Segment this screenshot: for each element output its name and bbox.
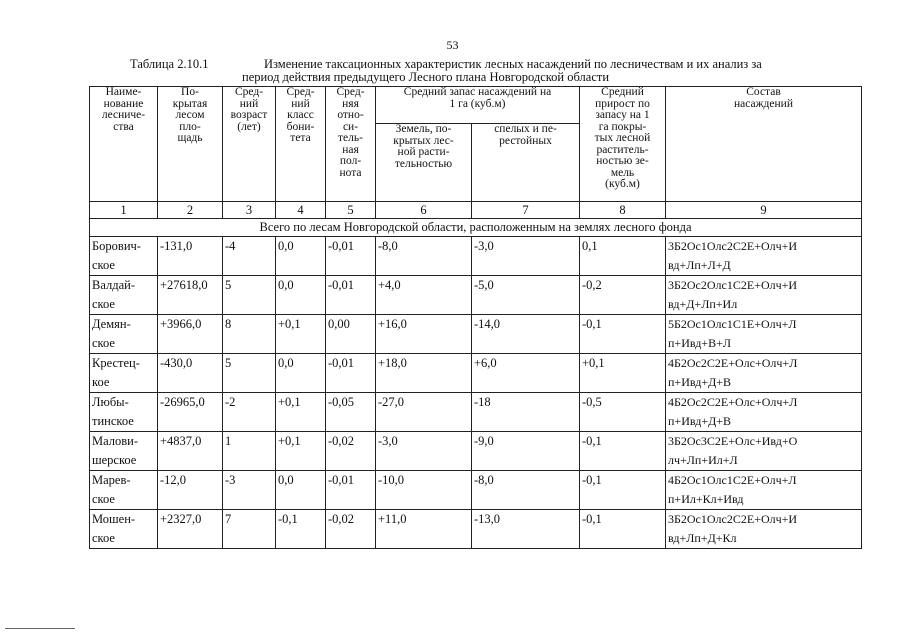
cell-bonitet: +0,1 bbox=[276, 315, 326, 354]
cell-bonitet: +0,1 bbox=[276, 393, 326, 432]
cell-stock-mature: +6,0 bbox=[472, 354, 580, 393]
cell-growth: -0,1 bbox=[580, 315, 666, 354]
header-age: Сред- ний возраст (лет) bbox=[223, 87, 276, 202]
cell-growth: -0,2 bbox=[580, 276, 666, 315]
table-row bbox=[90, 393, 862, 432]
cell-density: -0,01 bbox=[326, 276, 376, 315]
caption-line-1: Изменение таксационных характеристик лесных насаждений по лесничествам и их анализ за bbox=[264, 57, 762, 71]
cell-name: Крестец- кое bbox=[90, 354, 158, 393]
cell-area: -430,0 bbox=[158, 354, 223, 393]
header-growth: Средний прирост по запасу на 1 га покры- тых лесной раститель- ностью зе- мель (куб.м) bbox=[580, 87, 666, 202]
column-number: 9 bbox=[666, 202, 862, 219]
header-stock-group: Средний запас насаждений на 1 га (куб.м) bbox=[376, 87, 580, 124]
cell-bonitet: +0,1 bbox=[276, 432, 326, 471]
cell-growth: -0,1 bbox=[580, 510, 666, 549]
header-density: Сред- няя отно- си- тель- ная пол- нота bbox=[326, 87, 376, 202]
caption-line-2: период действия предыдущего Лесного плана Новгородской области bbox=[242, 70, 610, 84]
caption-label: Таблица 2.10.1 bbox=[130, 57, 209, 71]
cell-area: -26965,0 bbox=[158, 393, 223, 432]
table-caption bbox=[130, 58, 860, 84]
page-number: 53 bbox=[446, 38, 459, 52]
cell-name: Борович- ское bbox=[90, 237, 158, 276]
cell-composition: 3Б2Ос2Олс1С2Е+Олч+И вд+Д+Лп+Ил bbox=[666, 276, 862, 315]
cell-growth: -0,5 bbox=[580, 393, 666, 432]
table-row bbox=[90, 315, 862, 354]
cell-name: Мошен- ское bbox=[90, 510, 158, 549]
cell-growth: +0,1 bbox=[580, 354, 666, 393]
cell-age: 7 bbox=[223, 510, 276, 549]
cell-composition: 3Б2Ос1Олс2С2Е+Олч+И вд+Лп+Д+Кл bbox=[666, 510, 862, 549]
cell-name: Валдай- ское bbox=[90, 276, 158, 315]
cell-bonitet: 0,0 bbox=[276, 276, 326, 315]
cell-stock-forest: +4,0 bbox=[376, 276, 472, 315]
cell-density: -0,01 bbox=[326, 354, 376, 393]
cell-stock-mature: -9,0 bbox=[472, 432, 580, 471]
cell-age: -2 bbox=[223, 393, 276, 432]
cell-bonitet: 0,0 bbox=[276, 471, 326, 510]
column-number: 2 bbox=[158, 202, 223, 219]
cell-stock-forest: -3,0 bbox=[376, 432, 472, 471]
cell-age: 5 bbox=[223, 354, 276, 393]
cell-name: Малови- шерское bbox=[90, 432, 158, 471]
cell-stock-forest: +16,0 bbox=[376, 315, 472, 354]
cell-area: +2327,0 bbox=[158, 510, 223, 549]
table-row bbox=[90, 510, 862, 549]
cell-area: -131,0 bbox=[158, 237, 223, 276]
cell-age: -3 bbox=[223, 471, 276, 510]
section-title: Всего по лесам Новгородской области, расположенным на землях лесного фонда bbox=[90, 219, 862, 237]
cell-stock-mature: -18 bbox=[472, 393, 580, 432]
taxation-table bbox=[89, 86, 862, 549]
column-number: 8 bbox=[580, 202, 666, 219]
cell-composition: 4Б2Ос2С2Е+Олс+Олч+Л п+Ивд+Д+В bbox=[666, 354, 862, 393]
header-stock-mature: спелых и пе- рестойных bbox=[472, 124, 580, 202]
cell-composition: 4Б2Ос2С2Е+Олс+Олч+Л п+Ивд+Д+В bbox=[666, 393, 862, 432]
cell-stock-forest: -10,0 bbox=[376, 471, 472, 510]
column-number: 6 bbox=[376, 202, 472, 219]
column-number: 1 bbox=[90, 202, 158, 219]
cell-composition: 4Б2Ос1Олс1С2Е+Олч+Л п+Ил+Кл+Ивд bbox=[666, 471, 862, 510]
cell-stock-mature: -8,0 bbox=[472, 471, 580, 510]
cell-bonitet: -0,1 bbox=[276, 510, 326, 549]
cell-stock-mature: -3,0 bbox=[472, 237, 580, 276]
cell-stock-forest: +18,0 bbox=[376, 354, 472, 393]
header-area: По- крытая лесом пло- щадь bbox=[158, 87, 223, 202]
cell-density: -0,05 bbox=[326, 393, 376, 432]
cell-stock-forest: -27,0 bbox=[376, 393, 472, 432]
footnote-divider bbox=[5, 628, 75, 629]
header-bonitet: Сред- ний класс бони- тета bbox=[276, 87, 326, 202]
cell-age: -4 bbox=[223, 237, 276, 276]
cell-density: 0,00 bbox=[326, 315, 376, 354]
cell-density: -0,02 bbox=[326, 432, 376, 471]
cell-stock-mature: -13,0 bbox=[472, 510, 580, 549]
cell-area: +3966,0 bbox=[158, 315, 223, 354]
cell-area: -12,0 bbox=[158, 471, 223, 510]
table-body bbox=[90, 237, 862, 549]
table-row bbox=[90, 354, 862, 393]
cell-bonitet: 0,0 bbox=[276, 354, 326, 393]
column-number-row bbox=[90, 202, 862, 219]
cell-area: +27618,0 bbox=[158, 276, 223, 315]
cell-name: Любы- тинское bbox=[90, 393, 158, 432]
table-row bbox=[90, 237, 862, 276]
header-stock-forest: Земель, по- крытых лес- ной расти- тельностью bbox=[376, 124, 472, 202]
cell-density: -0,02 bbox=[326, 510, 376, 549]
cell-growth: -0,1 bbox=[580, 432, 666, 471]
cell-name: Демян- ское bbox=[90, 315, 158, 354]
cell-stock-mature: -5,0 bbox=[472, 276, 580, 315]
cell-stock-forest: -8,0 bbox=[376, 237, 472, 276]
cell-growth: -0,1 bbox=[580, 471, 666, 510]
cell-composition: 5Б2Ос1Олс1С1Е+Олч+Л п+Ивд+В+Л bbox=[666, 315, 862, 354]
table-row bbox=[90, 471, 862, 510]
cell-age: 8 bbox=[223, 315, 276, 354]
cell-area: +4837,0 bbox=[158, 432, 223, 471]
cell-density: -0,01 bbox=[326, 471, 376, 510]
cell-stock-forest: +11,0 bbox=[376, 510, 472, 549]
column-number: 7 bbox=[472, 202, 580, 219]
cell-density: -0,01 bbox=[326, 237, 376, 276]
column-number: 5 bbox=[326, 202, 376, 219]
column-number: 4 bbox=[276, 202, 326, 219]
cell-stock-mature: -14,0 bbox=[472, 315, 580, 354]
header-name: Наиме- нование лесниче- ства bbox=[90, 87, 158, 202]
cell-bonitet: 0,0 bbox=[276, 237, 326, 276]
cell-composition: 3Б2Ос1Олс2С2Е+Олч+И вд+Лп+Л+Д bbox=[666, 237, 862, 276]
column-number: 3 bbox=[223, 202, 276, 219]
cell-growth: 0,1 bbox=[580, 237, 666, 276]
header-composition: Состав насаждений bbox=[666, 87, 862, 202]
table-row bbox=[90, 276, 862, 315]
cell-composition: 3Б2Ос3С2Е+Олс+Ивд+О лч+Лп+Ил+Л bbox=[666, 432, 862, 471]
table-row bbox=[90, 432, 862, 471]
cell-age: 1 bbox=[223, 432, 276, 471]
cell-age: 5 bbox=[223, 276, 276, 315]
cell-name: Марев- ское bbox=[90, 471, 158, 510]
